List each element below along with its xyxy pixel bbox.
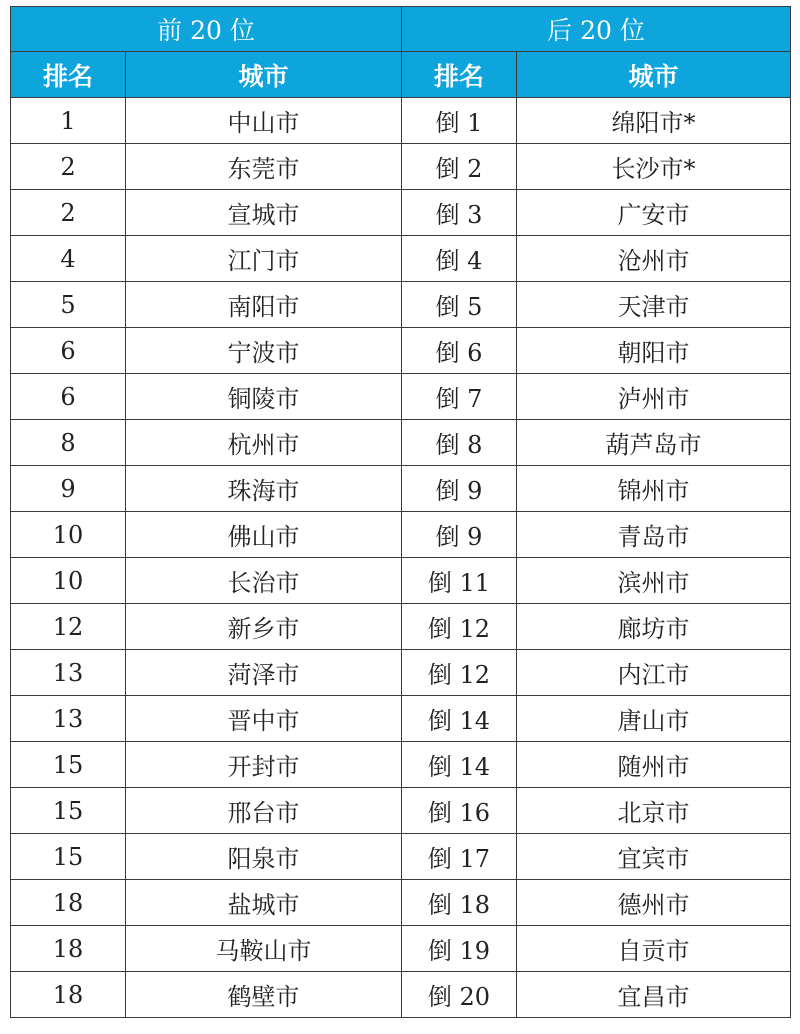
top-rank-cell: 4 [11,236,126,282]
bottom-rank-cell: 倒 12 [402,604,517,650]
bottom-city-cell: 宜宾市 [517,834,791,880]
bottom-city-cell: 朝阳市 [517,328,791,374]
table-row [11,466,791,512]
bottom-rank-cell: 倒 14 [402,742,517,788]
bottom-city-cell: 内江市 [517,650,791,696]
top-city-cell: 开封市 [126,742,402,788]
table-row [11,512,791,558]
top-20-group-header: 前 20 位 [11,7,402,52]
top-rank-cell: 15 [11,834,126,880]
bottom-rank-cell: 倒 9 [402,466,517,512]
bottom-city-cell: 唐山市 [517,696,791,742]
top-rank-cell: 1 [11,98,126,144]
bottom-rank-cell: 倒 14 [402,696,517,742]
bottom-city-cell: 绵阳市* [517,98,791,144]
table-row [11,190,791,236]
table-row [11,374,791,420]
top-rank-cell: 13 [11,696,126,742]
bottom-city-cell: 葫芦岛市 [517,420,791,466]
top-rank-cell: 10 [11,558,126,604]
top-rank-cell: 12 [11,604,126,650]
bottom-city-cell: 广安市 [517,190,791,236]
bottom-rank-cell: 倒 7 [402,374,517,420]
bottom-rank-cell: 倒 4 [402,236,517,282]
header-column-row [11,52,791,98]
top-rank-cell: 18 [11,880,126,926]
bottom-rank-cell: 倒 9 [402,512,517,558]
top-city-cell: 中山市 [126,98,402,144]
table-body [11,98,791,1018]
top-city-cell: 铜陵市 [126,374,402,420]
top-city-cell: 江门市 [126,236,402,282]
table-row [11,236,791,282]
top-city-column-header: 城市 [126,52,402,98]
bottom-city-cell: 青岛市 [517,512,791,558]
table-row [11,650,791,696]
top-rank-cell: 9 [11,466,126,512]
table-row [11,742,791,788]
top-city-cell: 邢台市 [126,788,402,834]
top-rank-cell: 2 [11,144,126,190]
header-group-row [11,7,791,52]
top-rank-cell: 18 [11,926,126,972]
table-row [11,834,791,880]
bottom-city-column-header: 城市 [517,52,791,98]
ranking-table-container [10,6,790,1018]
top-rank-cell: 6 [11,374,126,420]
bottom-city-cell: 锦州市 [517,466,791,512]
top-city-cell: 阳泉市 [126,834,402,880]
top-city-cell: 宣城市 [126,190,402,236]
bottom-rank-cell: 倒 3 [402,190,517,236]
bottom-rank-cell: 倒 17 [402,834,517,880]
top-rank-cell: 5 [11,282,126,328]
top-rank-column-header: 排名 [11,52,126,98]
top-rank-cell: 15 [11,788,126,834]
table-row [11,144,791,190]
table-row [11,558,791,604]
table-row [11,328,791,374]
bottom-city-cell: 天津市 [517,282,791,328]
bottom-rank-cell: 倒 8 [402,420,517,466]
bottom-20-group-header: 后 20 位 [402,7,791,52]
table-row [11,696,791,742]
table-row [11,282,791,328]
top-rank-cell: 2 [11,190,126,236]
top-rank-cell: 18 [11,972,126,1018]
top-rank-cell: 15 [11,742,126,788]
table-header [11,7,791,98]
bottom-city-cell: 滨州市 [517,558,791,604]
bottom-rank-cell: 倒 16 [402,788,517,834]
table-row [11,420,791,466]
top-city-cell: 新乡市 [126,604,402,650]
top-city-cell: 东莞市 [126,144,402,190]
top-city-cell: 晋中市 [126,696,402,742]
table-row [11,972,791,1018]
table-row [11,788,791,834]
top-rank-cell: 6 [11,328,126,374]
bottom-rank-column-header: 排名 [402,52,517,98]
table-row [11,880,791,926]
bottom-city-cell: 长沙市* [517,144,791,190]
bottom-rank-cell: 倒 5 [402,282,517,328]
bottom-rank-cell: 倒 11 [402,558,517,604]
table-row [11,604,791,650]
bottom-city-cell: 随州市 [517,742,791,788]
bottom-rank-cell: 倒 12 [402,650,517,696]
table-row [11,926,791,972]
top-city-cell: 宁波市 [126,328,402,374]
top-city-cell: 盐城市 [126,880,402,926]
bottom-rank-cell: 倒 19 [402,926,517,972]
top-city-cell: 马鞍山市 [126,926,402,972]
bottom-city-cell: 廊坊市 [517,604,791,650]
top-rank-cell: 13 [11,650,126,696]
top-city-cell: 菏泽市 [126,650,402,696]
bottom-rank-cell: 倒 20 [402,972,517,1018]
top-city-cell: 珠海市 [126,466,402,512]
top-city-cell: 长治市 [126,558,402,604]
bottom-city-cell: 德州市 [517,880,791,926]
bottom-city-cell: 北京市 [517,788,791,834]
bottom-city-cell: 宜昌市 [517,972,791,1018]
top-city-cell: 佛山市 [126,512,402,558]
bottom-rank-cell: 倒 18 [402,880,517,926]
top-city-cell: 鹤壁市 [126,972,402,1018]
top-rank-cell: 10 [11,512,126,558]
top-city-cell: 杭州市 [126,420,402,466]
bottom-city-cell: 自贡市 [517,926,791,972]
top-city-cell: 南阳市 [126,282,402,328]
bottom-rank-cell: 倒 6 [402,328,517,374]
bottom-rank-cell: 倒 2 [402,144,517,190]
bottom-city-cell: 泸州市 [517,374,791,420]
city-ranking-table [10,6,791,1018]
bottom-city-cell: 沧州市 [517,236,791,282]
top-rank-cell: 8 [11,420,126,466]
table-row [11,98,791,144]
bottom-rank-cell: 倒 1 [402,98,517,144]
